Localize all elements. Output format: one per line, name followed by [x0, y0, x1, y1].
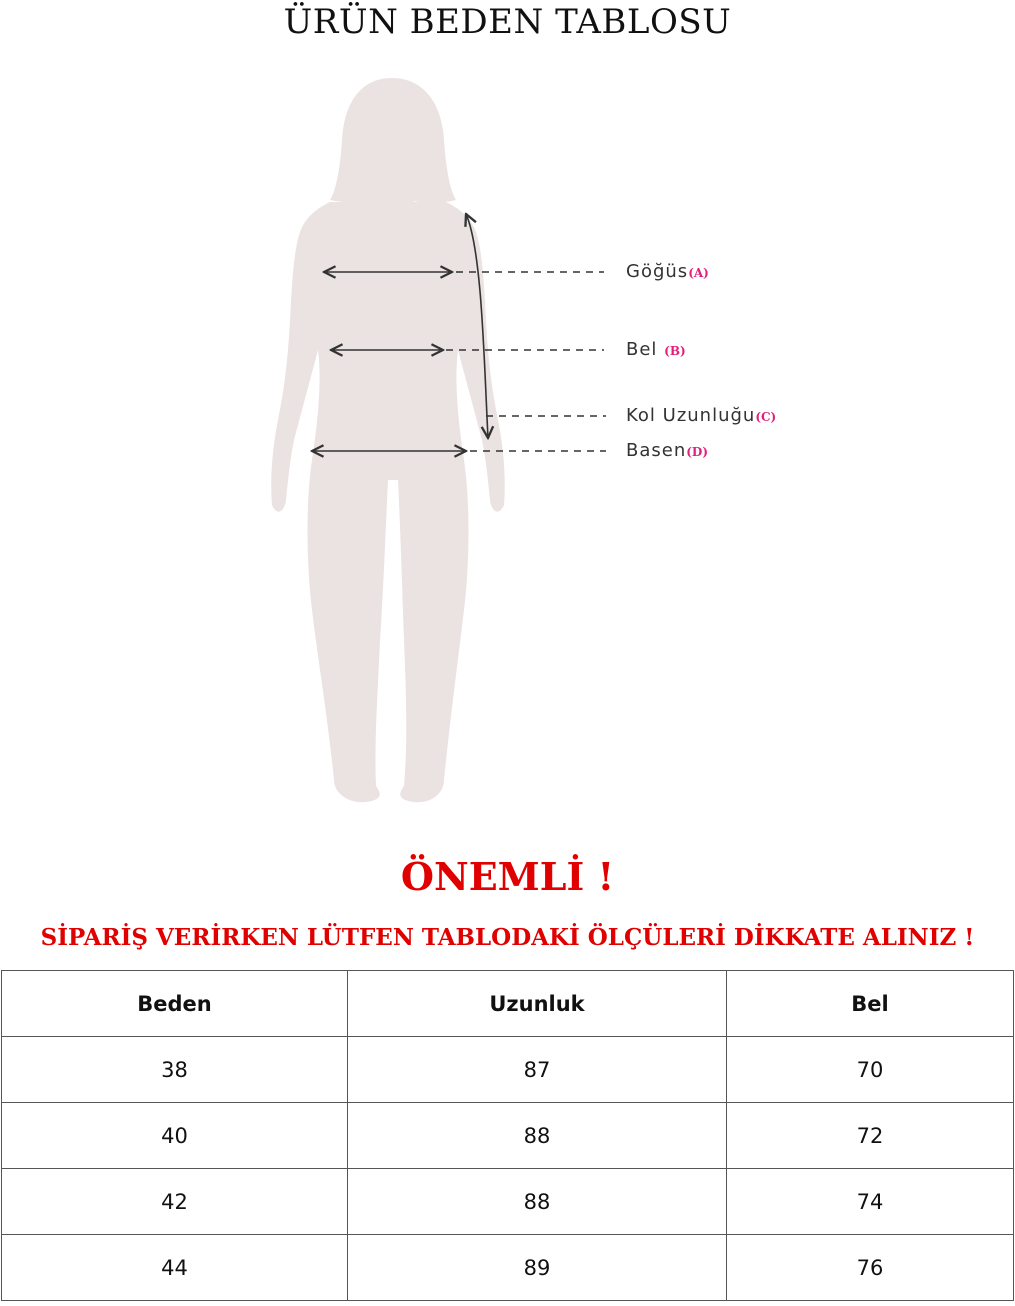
table-header-row — [2, 971, 1014, 1037]
length-cell: 88 — [348, 1169, 727, 1235]
hip-label-name: Basen — [626, 440, 687, 461]
chest-label-code: (A) — [688, 266, 709, 280]
waist-cell: 72 — [727, 1103, 1014, 1169]
chest-label-name: Göğüs — [626, 261, 689, 282]
hip-label — [626, 440, 708, 461]
table-row — [2, 1235, 1014, 1301]
size-cell: 44 — [2, 1235, 348, 1301]
size-cell: 40 — [2, 1103, 348, 1169]
column-header-length: Uzunluk — [348, 971, 727, 1037]
column-header-size: Beden — [2, 971, 348, 1037]
length-cell: 87 — [348, 1037, 727, 1103]
length-cell: 89 — [348, 1235, 727, 1301]
length-cell: 88 — [348, 1103, 727, 1169]
sleeve-length-label-code: (C) — [755, 410, 777, 424]
important-heading: ÖNEMLİ ! — [400, 854, 615, 899]
waist-cell: 74 — [727, 1169, 1014, 1235]
page-title: ÜRÜN BEDEN TABLOSU — [283, 2, 732, 42]
chest-label — [626, 261, 709, 282]
sleeve-length-label — [626, 405, 776, 426]
hip-label-code: (D) — [686, 445, 709, 459]
sleeve-length-label-name: Kol Uzunluğu — [626, 405, 756, 426]
table-row — [2, 1037, 1014, 1103]
waist-label-name: Bel — [626, 339, 658, 360]
size-chart-table — [1, 970, 1014, 1301]
waist-cell: 70 — [727, 1037, 1014, 1103]
table-row — [2, 1103, 1014, 1169]
waist-label-code: (B) — [664, 344, 686, 358]
waist-label — [626, 339, 686, 360]
column-header-waist: Bel — [727, 971, 1014, 1037]
table-row — [2, 1169, 1014, 1235]
size-cell: 42 — [2, 1169, 348, 1235]
size-cell: 38 — [2, 1037, 348, 1103]
order-warning-message: SİPARİŞ VERİRKEN LÜTFEN TABLODAKİ ÖLÇÜLERİ DİKKATE ALINIZ ! — [40, 924, 975, 951]
woman-silhouette-icon — [271, 78, 505, 802]
waist-cell: 76 — [727, 1235, 1014, 1301]
